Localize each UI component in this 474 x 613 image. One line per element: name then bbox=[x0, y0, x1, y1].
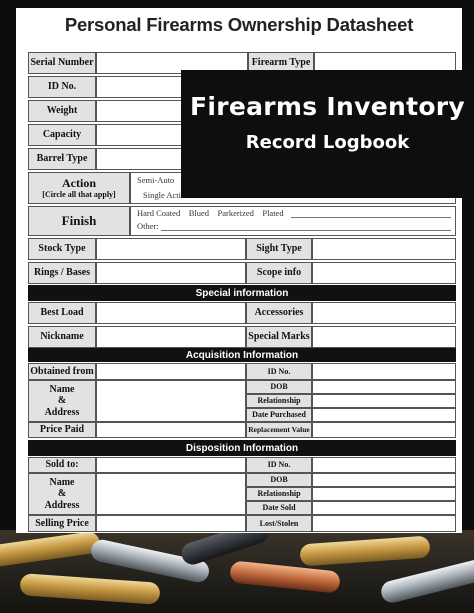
section-disposition-information: Disposition Information bbox=[28, 440, 456, 456]
field-acq-id-no[interactable] bbox=[312, 363, 456, 380]
label-acq-name-address bbox=[28, 380, 96, 422]
label-special-marks: Special Marks bbox=[246, 326, 312, 348]
field-accessories[interactable] bbox=[312, 302, 456, 324]
label-price-paid: Price Paid bbox=[28, 422, 96, 438]
acq-name-text: Name bbox=[49, 383, 75, 395]
copper-bullet bbox=[229, 560, 341, 593]
finish-options[interactable]: Hard Coated Blued Parkerized Plated bbox=[137, 208, 284, 218]
acq-amp-text: & bbox=[57, 395, 67, 407]
brass-cartridge bbox=[0, 530, 101, 567]
title-overlay-box bbox=[181, 70, 474, 198]
label-barrel-type: Barrel Type bbox=[28, 148, 96, 170]
cover-title: Firearms Inventory bbox=[189, 92, 466, 121]
label-best-load: Best Load bbox=[28, 302, 96, 324]
finish-other-line[interactable] bbox=[161, 230, 451, 231]
dark-cartridge bbox=[179, 530, 271, 567]
label-date-purchased: Date Purchased bbox=[246, 408, 312, 422]
field-obtained-from[interactable] bbox=[96, 363, 246, 380]
label-selling-price: Selling Price bbox=[28, 515, 96, 532]
sheet-title: Personal Firearms Ownership Datasheet bbox=[64, 14, 414, 35]
label-obtained-from: Obtained from bbox=[28, 363, 96, 380]
field-finish[interactable] bbox=[130, 206, 456, 236]
finish-other-label: Other: bbox=[137, 221, 159, 231]
field-acq-dob[interactable] bbox=[312, 380, 456, 394]
label-scope-info: Scope info bbox=[246, 262, 312, 284]
section-acquisition-information: Acquisition Information bbox=[28, 348, 456, 362]
field-date-sold[interactable] bbox=[312, 501, 456, 515]
field-nickname[interactable] bbox=[96, 326, 246, 348]
label-acq-dob: DOB bbox=[246, 380, 312, 394]
field-sold-to[interactable] bbox=[96, 457, 246, 473]
field-date-purchased[interactable] bbox=[312, 408, 456, 422]
label-disp-id-no: ID No. bbox=[246, 457, 312, 473]
action-option-semi-auto[interactable]: Semi-Auto bbox=[137, 175, 175, 185]
brass-cartridge bbox=[299, 535, 430, 566]
label-serial-number: Serial Number bbox=[28, 52, 96, 74]
action-option-single-action[interactable]: Single Acti bbox=[143, 190, 182, 200]
field-rings-bases[interactable] bbox=[96, 262, 246, 284]
label-accessories: Accessories bbox=[246, 302, 312, 324]
field-stock-type[interactable] bbox=[96, 238, 246, 260]
label-stock-type: Stock Type bbox=[28, 238, 96, 260]
field-acq-name-address[interactable] bbox=[96, 380, 246, 422]
field-disp-name-address[interactable] bbox=[96, 473, 246, 515]
action-note: [Circle all that apply] bbox=[42, 190, 116, 200]
disp-name-text: Name bbox=[49, 476, 75, 488]
label-sold-to: Sold to: bbox=[28, 457, 96, 473]
field-sight-type[interactable] bbox=[312, 238, 456, 260]
label-disp-relationship: Relationship bbox=[246, 487, 312, 501]
action-label-text: Action bbox=[62, 175, 96, 190]
label-replacement-value: Replacement Value bbox=[246, 422, 312, 438]
field-replacement-value[interactable] bbox=[312, 422, 456, 438]
label-action bbox=[28, 172, 130, 204]
label-rings-bases: Rings / Bases bbox=[28, 262, 96, 284]
label-acq-id-no: ID No. bbox=[246, 363, 312, 380]
field-disp-dob[interactable] bbox=[312, 473, 456, 487]
field-disp-id-no[interactable] bbox=[312, 457, 456, 473]
acq-address-text: Address bbox=[44, 406, 80, 418]
field-selling-price[interactable] bbox=[96, 515, 246, 532]
label-disp-dob: DOB bbox=[246, 473, 312, 487]
steel-cartridge bbox=[379, 557, 474, 605]
label-capacity: Capacity bbox=[28, 124, 96, 146]
field-best-load[interactable] bbox=[96, 302, 246, 324]
cover-subtitle: Record Logbook bbox=[245, 132, 410, 153]
label-sight-type: Sight Type bbox=[246, 238, 312, 260]
field-scope-info[interactable] bbox=[312, 262, 456, 284]
label-firearm-type: Firearm Type bbox=[248, 52, 314, 74]
ammunition-photo bbox=[0, 530, 474, 613]
label-date-sold: Date Sold bbox=[246, 501, 312, 515]
disp-amp-text: & bbox=[57, 488, 67, 500]
field-disp-relationship[interactable] bbox=[312, 487, 456, 501]
field-special-marks[interactable] bbox=[312, 326, 456, 348]
label-weight: Weight bbox=[28, 100, 96, 122]
field-lost-stolen[interactable] bbox=[312, 515, 456, 532]
section-special-information: Special information bbox=[28, 285, 456, 301]
label-id-no: ID No. bbox=[28, 76, 96, 98]
label-nickname: Nickname bbox=[28, 326, 96, 348]
field-price-paid[interactable] bbox=[96, 422, 246, 438]
label-finish: Finish bbox=[28, 206, 130, 236]
label-acq-relationship: Relationship bbox=[246, 394, 312, 408]
field-acq-relationship[interactable] bbox=[312, 394, 456, 408]
brass-cartridge bbox=[19, 573, 160, 605]
disp-address-text: Address bbox=[44, 499, 80, 511]
label-lost-stolen: Lost/Stolen bbox=[246, 515, 312, 532]
label-disp-name-address bbox=[28, 473, 96, 515]
finish-line bbox=[291, 217, 451, 218]
